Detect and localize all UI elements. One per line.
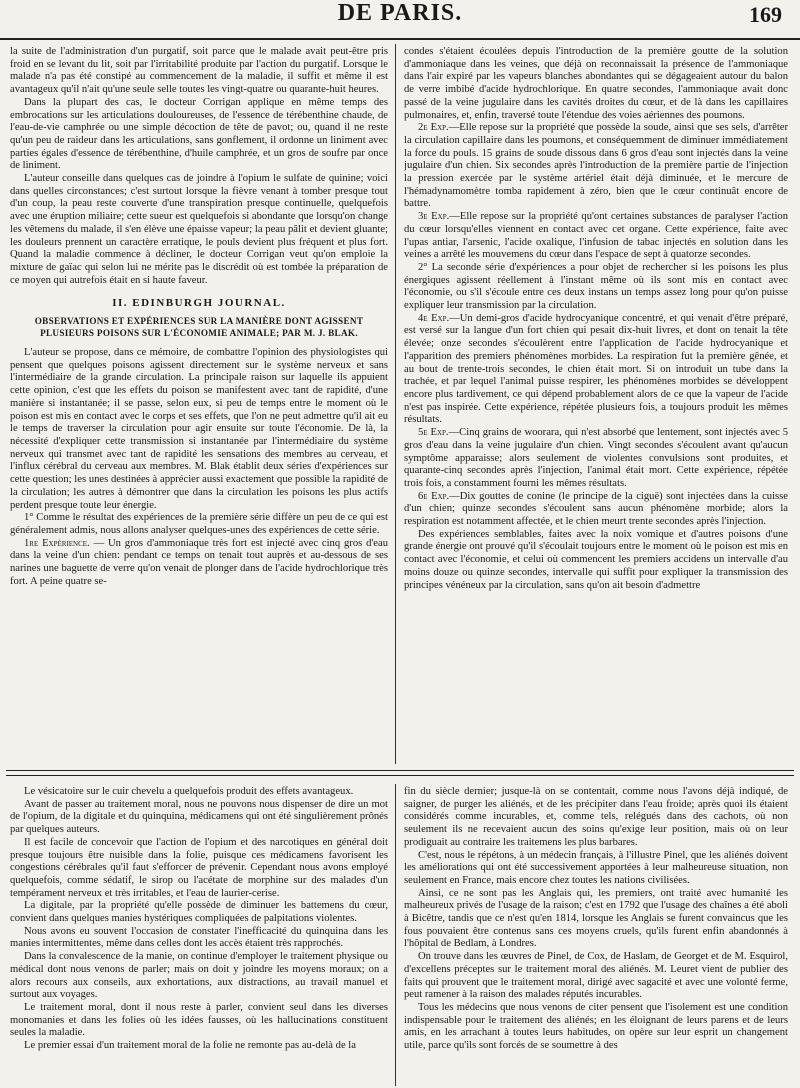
paragraph: 1° Comme le résultat des expériences de la première série diffère un peu de ce qui est généralement admis, nous allons analyser quelques-unes des expériences de cette série. — [10, 512, 388, 536]
experience-paragraph — [10, 538, 388, 589]
column-divider-bottom — [395, 784, 396, 1086]
paragraph: Tous les médecins que nous venons de citer pensent que l'isolement est une condition indispensable pour le traitement des aliénés; en les éloignant de leurs parens et de leurs amis, en les arrachant à toutes leurs habitudes, on opère sur leur esprit un changement utile, parce qu'ils sont forcés de se soumettre à des — [404, 1001, 788, 1052]
paragraph: Le vésicatoire sur le cuir chevelu a quelquefois produit des effets avantageux. — [24, 786, 354, 797]
experience-label: 3e Exp. — [418, 211, 450, 223]
experience-paragraph — [404, 491, 788, 529]
paragraph: Dans la plupart des cas, le docteur Corrigan applique en même temps des embrocations sur les articulations douloureuses, de l'essence de térébenthine chaude, de l'eau-de-vie camphrée ou une simple décoction de tête de pavot; ou, quand il ne reste qu'un peu de raideur dans les articulations, sans gonflement, il ordonne un liniment avec parties égales d'essence de térébenthine, d'huile camphrée, et un gros de soufre par once de liniment. — [10, 96, 388, 172]
bottom-left-column — [10, 786, 388, 1084]
paragraph: Le premier essai d'un traitement moral de la folie ne remonte pas au-delà de la — [24, 1040, 356, 1052]
bottom-right-column — [404, 786, 788, 1084]
paragraph: Ainsi, ce ne sont pas les Anglais qui, les premiers, ont traité avec humanité les malheureux privés de l'usage de la raison; c'est en 1792 que l'usage des chaînes a été aboli à Bicêtre, tandis que ce n'est qu'en 1814, lorsque les Anglais se furent convaincus que les fous pouvaient être contenus sans ces moyens cruels, qu'ils furent enfin abandonnés à l'hôpital de Bedlam, à Londres. — [404, 887, 788, 950]
top-left-column — [10, 46, 388, 762]
paragraph: L'auteur conseille dans quelques cas de joindre à l'opium le sulfate de quinine; voici dans quelles circonstances; c'est surtout lorsque la fièvre venant à tomber presque tout d'un coup, la peau reste couverte d'une transpiration presque continuelle, quelquefois avec une éruption miliaire; cette sueur est quelquefois si abondante que lorsqu'on change les vêtemens du malade, il s'en élève une épaisse vapeur; la peau pâlit et devient gluante; les douleurs prennent un caractère erratique, le pouls devient plus fréquent et plus fort. Quand la maladie commence à décliner, le docteur Corrigan veut qu'on emploie la mixture de gaïac qui selon lui ne mérite pas le discrédit où est tombée la préparation de ce moyen qui autrefois était en si haute faveur. — [10, 173, 388, 286]
section-separator-rule — [6, 770, 794, 771]
experience-label: 6e Exp. — [418, 490, 450, 502]
experience-text: —Dix gouttes de conine (le principe de la ciguë) sont injectées dans la cuisse d'un chien; quinze secondes s'écoulent sans aucun phénomène morbide; alors la respiration est notamment affectée, et le chien meurt trente secondes après l'injection. — [404, 490, 788, 528]
top-right-column — [404, 46, 788, 762]
experience-paragraph — [404, 313, 788, 427]
section-separator-rule-2 — [6, 775, 794, 776]
page-number: 169 — [749, 2, 782, 27]
paragraph: condes s'étaient écoulées depuis l'introduction de la première goutte de la solution d'ammoniaque dans les veines, que déjà on reconnaissait la présence de l'ammoniaque dans l'air expiré par les vapeurs blanches abondantes qui se dégageaient autour du balon de verre imbibé d'acide hydrochlorique. En quatre secondes, l'ammoniaque avait donc passé de la veine jugulaire dans les cavités droites du cœur, et de là dans les capillaires pulmonaires, et, enfin, traversé toute l'étendue des voies aériennes des poumons. — [404, 46, 788, 121]
column-divider-top — [395, 44, 396, 764]
experience-label: 4e Exp. — [418, 312, 450, 324]
paragraph: la suite de l'administration d'un purgatif, soit parce que le malade avait peut-être pris froid en se levant du lit, soit par l'irritabilité produite par l'action du purgatif. Lorsque le malade n'a pas été constipé au commencement de la maladie, il suffit et même il est avantageux qu'il n'ait qu'une seule selle toutes les vingt-quatre ou quarante-huit heures. — [10, 46, 388, 96]
paragraph: Nous avons eu souvent l'occasion de constater l'inefficacité du quinquina dans les manies intermittentes, même dans celles dont les accès étaient très rapprochés. — [10, 925, 388, 950]
section-heading: II. EDINBURGH JOURNAL. — [112, 297, 286, 310]
running-title: DE PARIS. — [337, 0, 463, 26]
paragraph: fin du siècle dernier; jusque-là on se contentait, comme nous l'avons déjà indiqué, de saigner, de purger les aliénés, et de les précipiter dans l'eau froide; après quoi ils étaient considérés comme incurables, et, comme tels, relégués dans des cachots, où non seulement ils ne recevaient aucun des soins qu'exige leur position, mais où on leur prodiguait au contraire les traitemens les plus barbares. — [404, 786, 788, 848]
paragraph: L'auteur se propose, dans ce mémoire, de combattre l'opinion des physiologistes qui pensent que quelques poisons agissent directement sur le système nerveux et sans l'intermédiaire de la grande circulation. La principale raison sur laquelle ils appuient cette opinion, c'est que les effets du poison se manifestent avec tant de rapidité, d'une manière si instantanée; il se passe, selon eux, si peu de temps entre le moment où le poison est mis en contact avec le corps et ses effets, que l'on ne peut admettre qu'il ait eu le temps de traverser la circulation pour agir ensuite sur toute l'économie. De là, la nécessité d'expliquer cette transmission si instantanée par l'intermédiaire du système nerveux qui transmet avec tant de rapidité les sensations des membres au cerveau, et l'influx cérébral du cerveau aux membres. M. Blak établit deux séries d'expériences sur cette question; les unes destinées à apprécier aussi exactement que possible la rapidité de la circulation; les autres à démontrer que dans la circulation les poisons les plus actifs perdent presque toute leur énergie. — [10, 347, 388, 511]
paragraph: Le traitement moral, dont il nous reste à parler, convient seul dans les diverses monomanies et dans les folies où les idées fausses, où les hallucinations constituent seules la maladie. — [10, 1001, 388, 1039]
experience-text: — Un gros d'ammoniaque très fort est injecté avec cinq gros d'eau dans la veine d'un chien: pendant ce temps on tenait tout auprès et au-dessous de ses narines une baguette de verre qu'on venait de plonger dans de l'acide hydrochlorique très fort. A peine quatre se- — [10, 537, 388, 587]
paragraph: On trouve dans les œuvres de Pinel, de Cox, de Haslam, de Georget et de M. Esquirol, d'excellens préceptes sur le traitement moral des aliénés. M. Leuret vient de publier des faits qui prouvent que le traitement moral, dirigé avec sagacité et avec une volonté ferme, peut ramener à la raison des malades réputés incurables. — [404, 951, 788, 1001]
paragraph: Il est facile de concevoir que l'action de l'opium et des narcotiques en général doit presque toujours être nuisible dans la folie, puisque ces médicamens favorisent les congestions cérébrales qu'il faut s'efforcer de prévenir. Cependant nous avons employé quelquefois, comme sédatif, le sirop ou l'acétate de morphine sur des malades d'un tempérament nerveux et très irritables, et l'eau de laurier-cerise. — [10, 836, 388, 899]
paragraph: Des expériences semblables, faites avec la noix vomique et d'autres poisons d'une grande énergie ont prouvé qu'il s'écoulait toujours entre le moment où le poison est mis en contact avec l'économie, et celui où commencent les premiers accidens un intervalle d'au moins douze ou quinze secondes, intervalle qui suffit pour expliquer la transmission des principes vénéneux par la circulation, sans qu'on ait besoin d'admettre — [404, 528, 788, 591]
experience-label: 1re Expérience. — [24, 537, 90, 549]
page-header — [0, 0, 800, 40]
experience-paragraph — [404, 211, 788, 262]
paragraph: C'est, nous le répétons, à un médecin français, à l'illustre Pinel, que les aliénés doivent les améliorations qui ont été successivement apportées à leur malheureuse situation, non seulement en France, mais encore chez toutes les nations civilisées. — [404, 849, 788, 886]
paragraph: Avant de passer au traitement moral, nous ne pouvons nous dispenser de dire un mot de l'opium, de la digitale et du quinquina, médicamens qui ont été singulièrement prônés par quelques auteurs. — [10, 798, 388, 836]
experience-text: —Un demi-gros d'acide hydrocyanique concentré, et qui venait d'être préparé, est versé sur la langue d'un fort chien qui pesait dix-huit livres, et dont on tenait la tête élevée; onze secondes s'écoulèrent entre l'application de l'acide hydrocyanique et l'apparition des premiers phénomènes morbides. La respiration fut la première gênée, et au bout de trente-trois secondes, le chien était mort. Si on introduit un tube dans la trachée, et par lequel l'animal puisse respirer, les phénomènes morbides se développent encore plus tardivement, ce qui dépend probablement alors de ce que la vapeur de l'acide n'est pas inspirée. Cette expérience, répétée plusieurs fois, a toujours produit les mêmes résultats. — [404, 312, 788, 426]
experience-text: —Elle repose sur la propriété que possède la soude, ainsi que ses sels, d'arrêter la circulation capillaire dans les poumons, et conséquemment de diminuer immédiatement la force du pouls. 15 grains de soude dissous dans 6 gros d'eau sont injectés dans la veine jugulaire d'un chien. Six secondes après l'introduction de la première partie de l'injection la pression exercée par le système artériel était déjà diminuée, et le mercure de l'hémadynamomètre tomba rapidement à zéro, bien que le cœur continuât encore de battre. — [404, 122, 788, 210]
paragraph: Dans la convalescence de la manie, on continue d'employer le traitement physique ou médical dont nous venons de parler; mais on doit y joindre les moyens moraux; on a alors recours aux conseils, aux exhortations, aux distractions, au travail manuel et surtout aux voyages. — [10, 951, 388, 1001]
paragraph: La digitale, par la propriété qu'elle possède de diminuer les battemens du cœur, convient dans quelques manies hystériques compliquées de palpitations violentes. — [10, 900, 388, 925]
experience-paragraph — [404, 122, 788, 211]
experience-label: 2e Exp. — [418, 122, 449, 134]
experience-text: —Cinq grains de woorara, qui n'est absorbé que lentement, sont injectés avec 5 gros d'eau dans la veine jugulaire d'un chien. Vingt secondes s'écoulent avant qu'aucun symptôme apparaisse; alors seulement de violentes convulsions sont produites, et quarante-cinq secondes après l'injection, l'animal était mort. Cette expérience, répétée trois fois, a constamment fourni les mêmes résultats. — [404, 427, 788, 489]
experience-paragraph — [404, 427, 788, 491]
paragraph: 2° La seconde série d'expériences a pour objet de rechercher si les poisons les plus énergiques agissent réellement à l'instant même où ils sont mis en contact avec l'économie, ou s'il s'écoule entre ces deux instans un temps assez long pour qu'on puisse expliquer leur transmission par la circulation. — [404, 261, 788, 312]
article-title: OBSERVATIONS ET EXPÉRIENCES SUR LA MANIÈRE DONT AGISSENT PLUSIEURS POISONS SUR L'ÉCONOMIE ANIMALE; PAR M. J. BLAK. — [34, 316, 364, 338]
experience-text: —Elle repose sur la propriété qu'ont certaines substances de paralyser l'action du cœur lorsqu'elles viennent en contact avec cet organe. Cette expérience, faite avec l'upas antiar, l'arsenic, l'acide oxalique, l'infusion de tabac injectés en solution dans les veines a arrêté les mouvemens du cœur dans l'espace de sept à quatorze secondes. — [404, 211, 788, 261]
experience-label: 5e Exp. — [418, 427, 449, 439]
